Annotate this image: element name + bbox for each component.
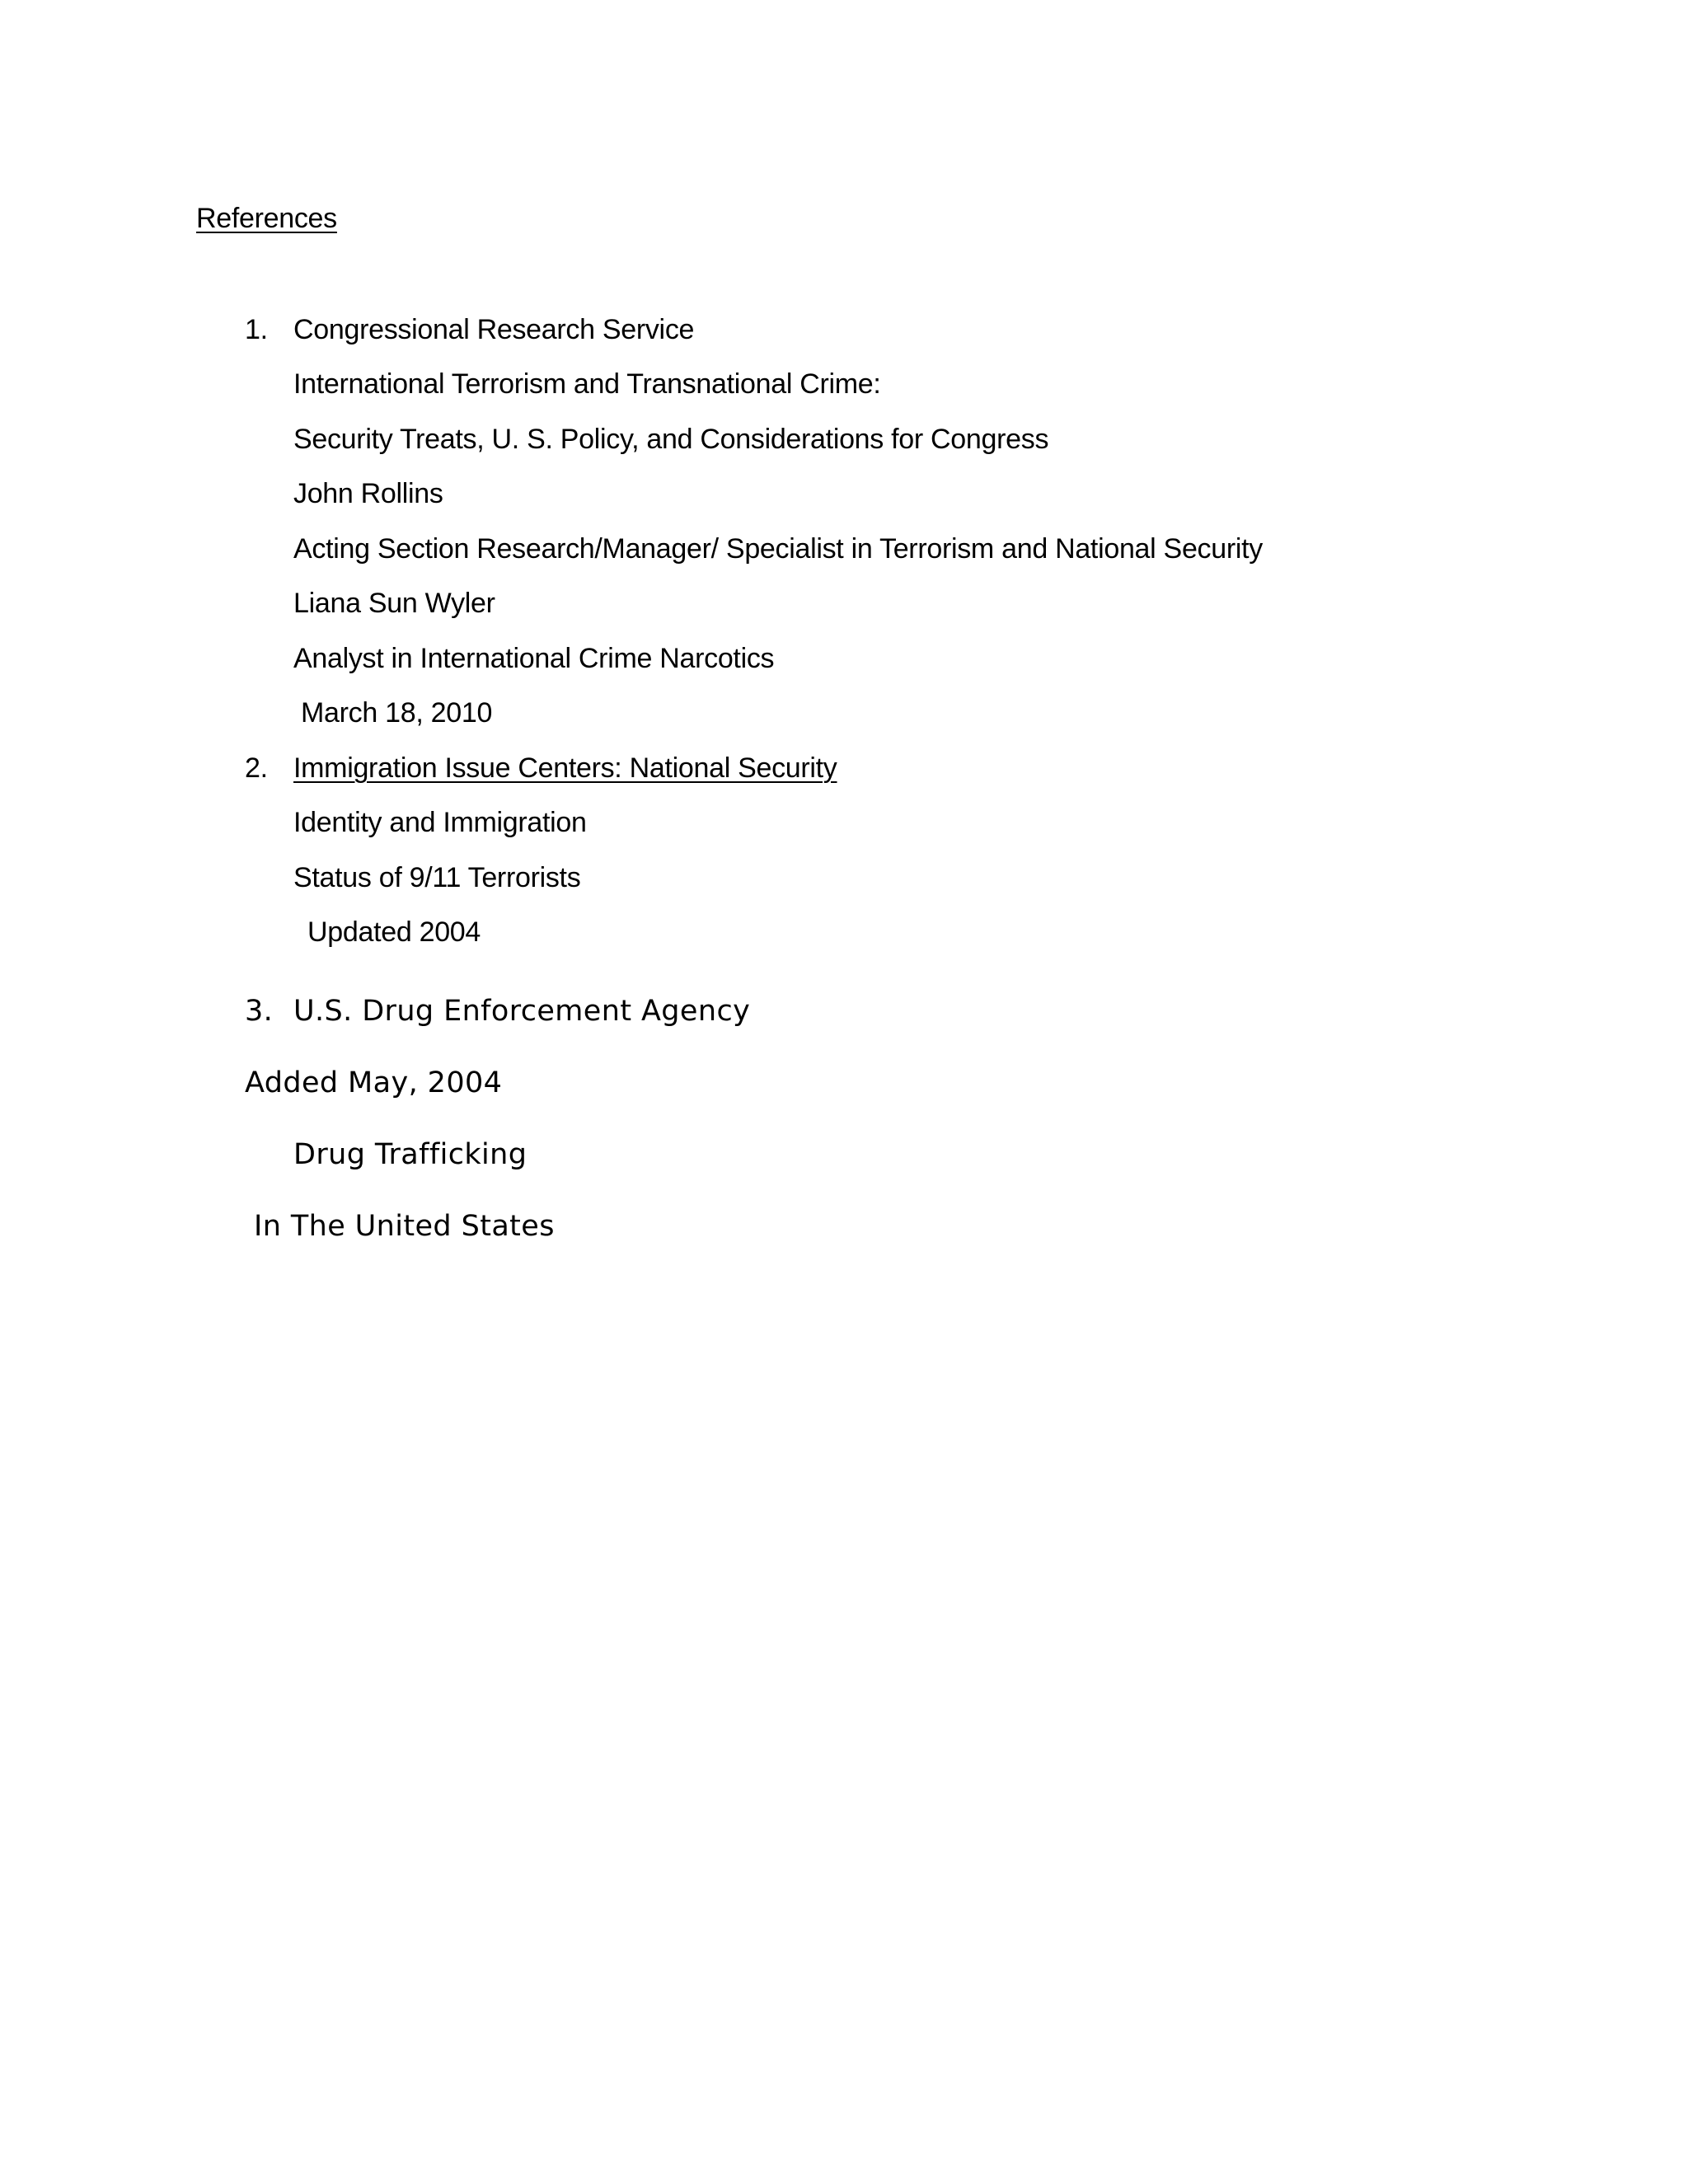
ref2-number: 2. [245,752,268,784]
ref1-line: Security Treats, U. S. Policy, and Considerations for Congress [293,424,1049,455]
ref1-line: International Terrorism and Transnational Crime: [293,368,881,400]
ref3-added: Added May, 2004 [245,1066,503,1099]
ref3-title: U.S. Drug Enforcement Agency [293,995,751,1028]
references-heading: References [196,203,337,234]
ref2-line: Status of 9/11 Terrorists [293,862,581,893]
ref1-line: Analyst in International Crime Narcotics [293,643,775,674]
ref1-line: Acting Section Research/Manager/ Specialist in Terrorism and National Security [293,533,1263,565]
ref1-line: John Rollins [293,478,443,509]
ref3-number: 3. [245,995,274,1028]
ref3-line: In The United States [254,1210,555,1243]
ref1-line: Liana Sun Wyler [293,588,495,619]
ref2-line: Identity and Immigration [293,807,587,838]
ref2-updated: Updated 2004 [307,916,481,948]
ref1-line: Congressional Research Service [293,314,695,345]
ref3-line: Drug Trafficking [293,1138,528,1171]
ref2-title: Immigration Issue Centers: National Security [293,752,837,784]
ref1-number: 1. [245,314,268,345]
ref1-date: March 18, 2010 [301,697,493,729]
